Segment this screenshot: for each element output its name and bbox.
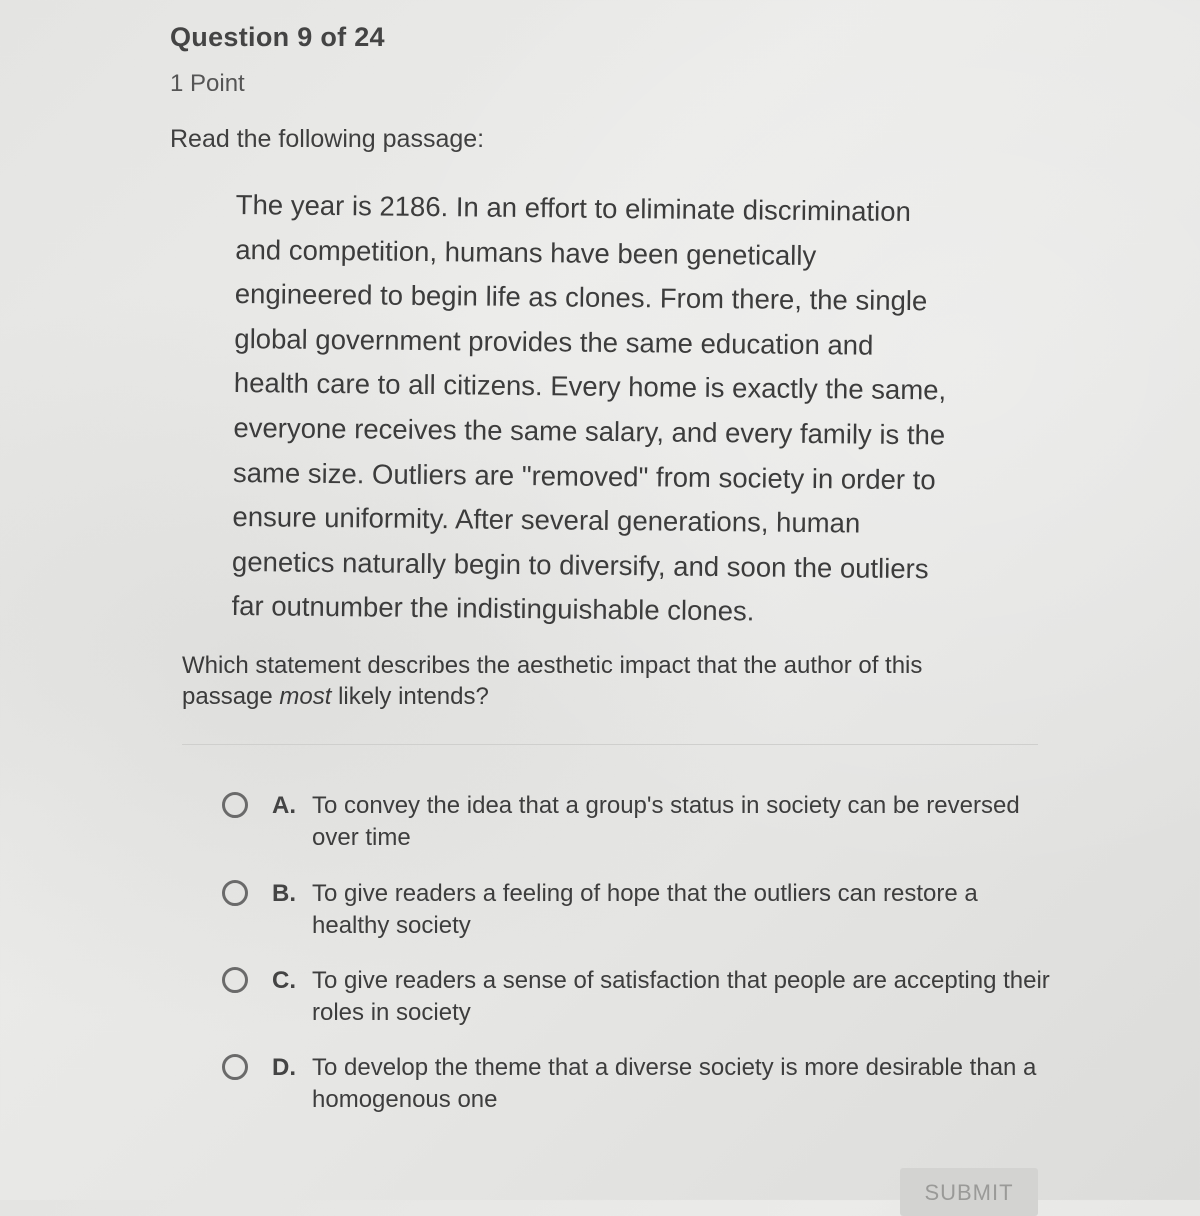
- option-text: To give readers a feeling of hope that the outliers can restore a healthy society: [312, 880, 978, 939]
- option-letter: B.: [272, 880, 296, 907]
- option-letter: A.: [272, 792, 296, 819]
- option-letter: D.: [272, 1054, 296, 1081]
- passage-line: The year is 2186. In an effort to eliminate discrimination: [235, 188, 912, 228]
- question-counter: Question 9 of 24: [170, 22, 385, 52]
- option-text: To develop the theme that a diverse society is more desirable than a homogenous one: [312, 1054, 1037, 1113]
- passage-line: genetics naturally begin to diversify, and soon the outliers: [231, 545, 929, 585]
- passage-line: far outnumber the indistinguishable clones.: [231, 590, 755, 627]
- passage-line: health care to all citizens. Every home is exactly the same,: [233, 367, 947, 406]
- passage-line: same size. Outliers are "removed" from society in order to: [232, 456, 936, 495]
- radio-button-d[interactable]: [222, 1054, 248, 1080]
- option-text: To give readers a sense of satisfaction that people are accepting their roles in society: [312, 967, 1050, 1026]
- passage-line: ensure uniformity. After several generations, human: [232, 501, 861, 539]
- option-letter: C.: [272, 967, 296, 994]
- passage-line: and competition, humans have been genetically: [235, 233, 817, 271]
- question-stem: [182, 650, 1002, 712]
- option-text: To convey the idea that a group's status in society can be reversed over time: [312, 792, 1020, 851]
- radio-button-a[interactable]: [222, 792, 248, 818]
- answer-option-a[interactable]: [222, 790, 1052, 854]
- answer-option-d[interactable]: [222, 1052, 1052, 1116]
- question-emphasis: most: [279, 683, 332, 710]
- answer-option-c[interactable]: [222, 965, 1052, 1029]
- answer-option-b[interactable]: [222, 878, 1052, 942]
- radio-button-b[interactable]: [222, 880, 248, 906]
- question-text-end: likely intends?: [331, 683, 489, 710]
- radio-button-c[interactable]: [222, 967, 248, 993]
- submit-button[interactable]: SUBMIT: [900, 1168, 1038, 1216]
- passage-line: global government provides the same education and: [234, 322, 874, 361]
- instruction-text: Read the following passage:: [170, 125, 485, 153]
- point-value: 1 Point: [170, 70, 245, 97]
- passage-line: everyone receives the same salary, and every family is the: [233, 411, 946, 451]
- divider: [182, 744, 1038, 745]
- passage-line: engineered to begin life as clones. From there, the single: [234, 278, 928, 317]
- passage-block: [231, 183, 996, 637]
- question-text-start: Which statement describes the aesthetic impact that the author of this passage: [182, 652, 923, 710]
